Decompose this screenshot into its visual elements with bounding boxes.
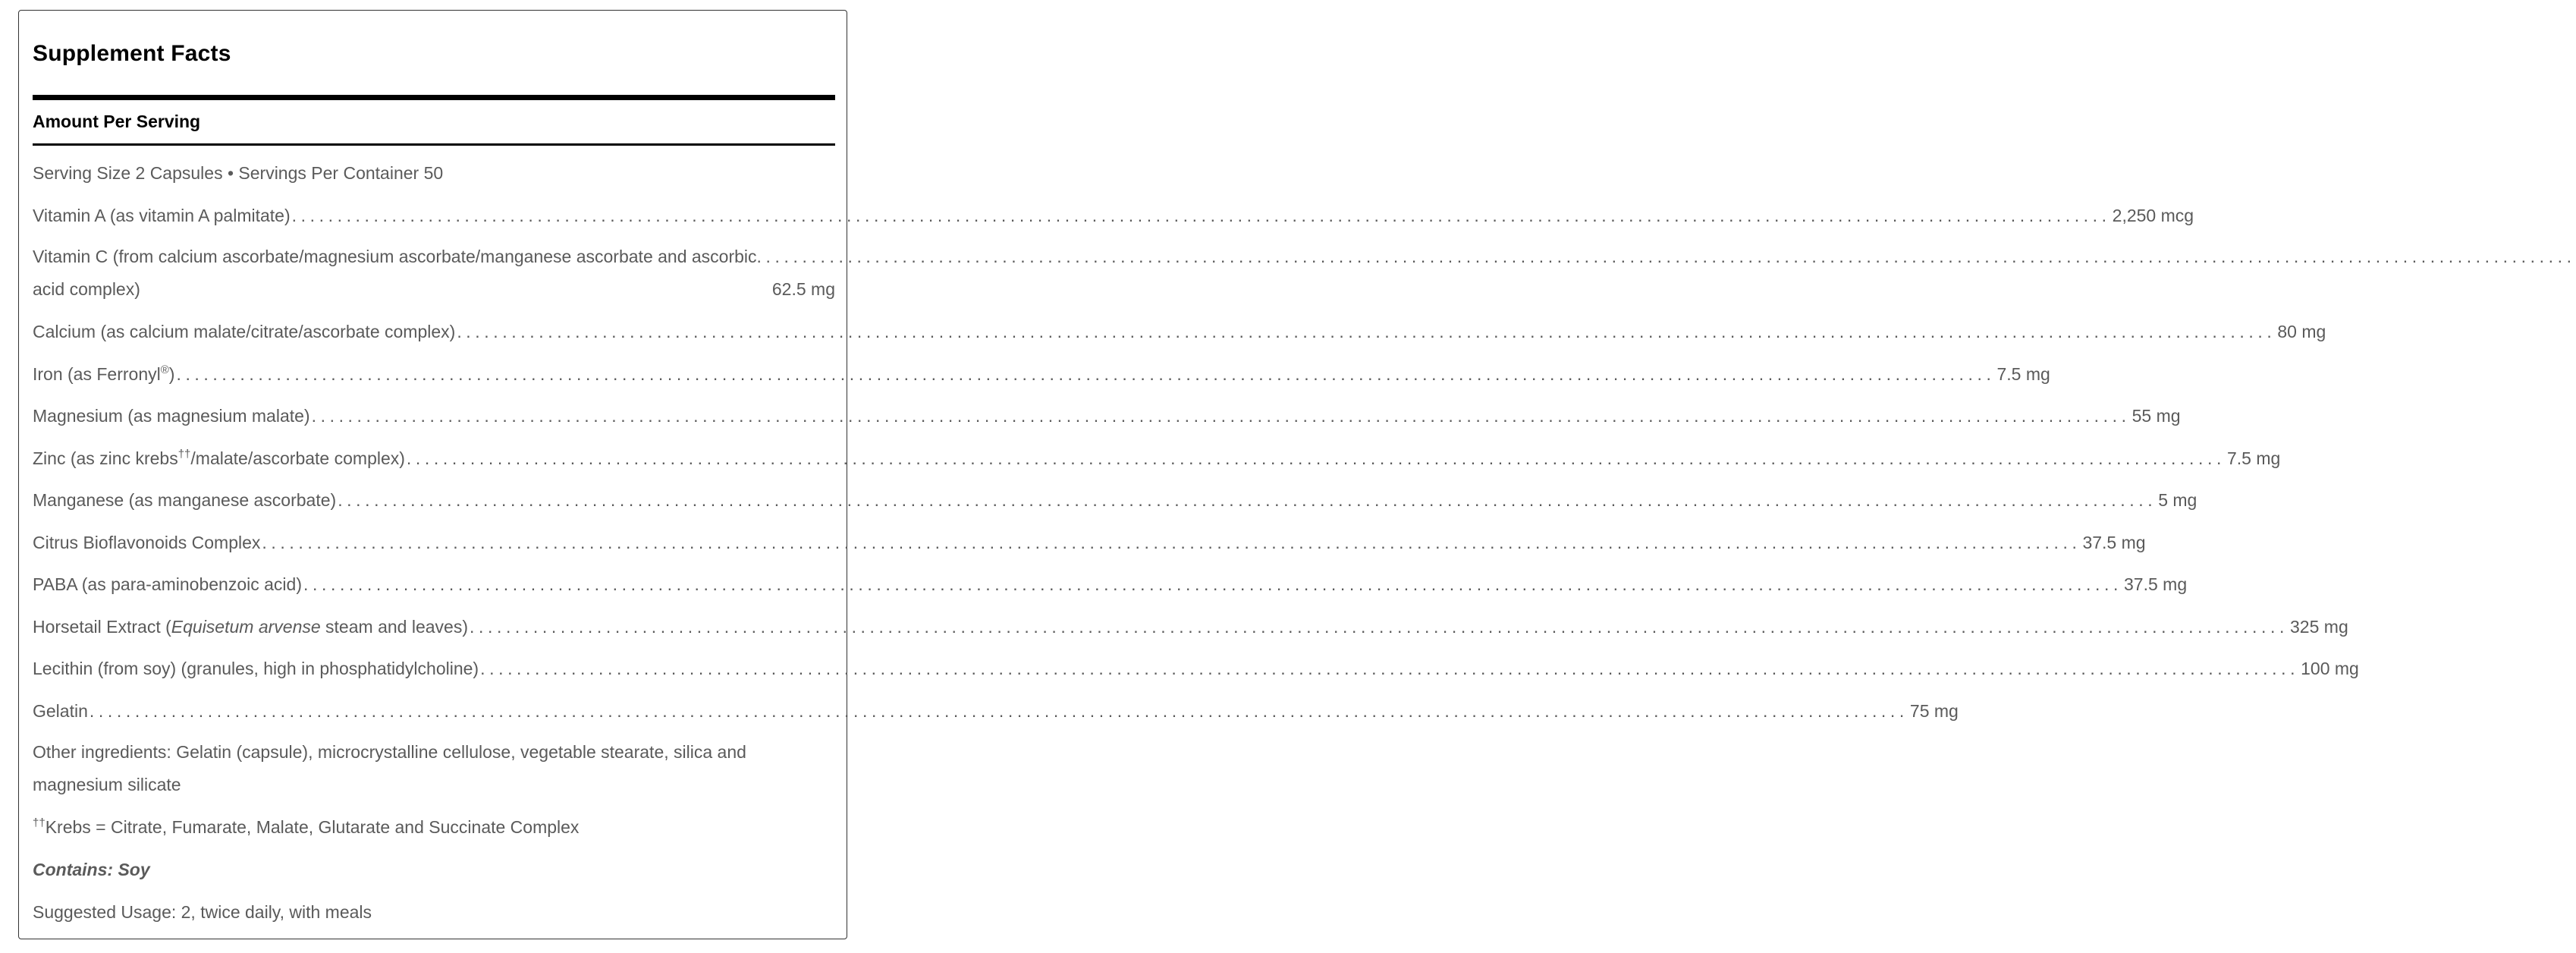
- nutrient-row: [33, 399, 2181, 442]
- nutrient-name: Zinc (as zinc krebs††/malate/ascorbate complex): [33, 447, 405, 468]
- nutrient-name: Lecithin (from soy) (granules, high in phosphatidylcholine): [33, 659, 479, 678]
- dot-leader: ........................................................................................................................................................................................................: [303, 574, 2123, 594]
- nutrient-amount: 325 mg: [2290, 616, 2348, 637]
- medium-divider: [33, 143, 835, 146]
- nutrient-name: Iron (as Ferronyl®): [33, 363, 175, 384]
- allergen-statement: Contains: Soy: [33, 860, 150, 879]
- nutrient-row: [33, 315, 2326, 357]
- nutrient-row: [33, 526, 2146, 568]
- nutrient-row: [33, 241, 2576, 315]
- nutrient-amount: 37.5 mg: [2082, 532, 2146, 552]
- registered-mark: ®: [160, 363, 169, 376]
- dot-leader: ........................................................................................................................................................................................................: [480, 659, 2300, 678]
- nutrient-row: [33, 483, 2197, 526]
- nutrient-amount: 62.5 mg: [771, 279, 835, 299]
- nutrient-name: Gelatin: [33, 700, 88, 721]
- nutrient-amount: 7.5 mg: [1996, 363, 2050, 384]
- nutrient-amount: 37.5 mg: [2124, 574, 2188, 594]
- dot-leader: ........................................................................................................................................................................................................: [262, 532, 2081, 552]
- nutrient-name: Citrus Bioflavonoids Complex: [33, 532, 261, 552]
- nutrient-name: Vitamin C (from calcium ascorbate/magnesium ascorbate/manganese ascorbate and ascorbic: [33, 247, 757, 266]
- nutrient-amount: 7.5 mg: [2226, 448, 2281, 468]
- dot-leader: ........................................................................................................................................................................................................: [291, 205, 2111, 225]
- nutrient-name-continued: acid complex): [33, 279, 140, 299]
- latin-name: Equisetum arvense: [171, 616, 321, 637]
- dot-leader: ........................................................................................................................................................................................................: [311, 406, 2131, 426]
- other-ingredients: Other ingredients: Gelatin (capsule), microcrystalline cellulose, vegetable stearate, silica and magnesium silicate: [33, 742, 746, 794]
- suggested-usage: Suggested Usage: 2, twice daily, with meals: [33, 902, 372, 922]
- nutrient-name: Magnesium (as magnesium malate): [33, 406, 310, 426]
- nutrient-row: [33, 199, 2194, 241]
- amount-per-serving-heading: Amount Per Serving: [33, 112, 201, 131]
- nutrient-row: [33, 694, 1959, 737]
- nutrient-name: PABA (as para-aminobenzoic acid): [33, 574, 302, 594]
- nutrient-row: [33, 652, 2359, 694]
- supplement-facts-panel: [18, 10, 2576, 939]
- krebs-footnote: ††Krebs = Citrate, Fumarate, Malate, Glutarate and Succinate Complex: [33, 816, 580, 837]
- dot-leader: ........................................................................................................................................................................................................: [469, 616, 2289, 637]
- nutrient-name: Manganese (as manganese ascorbate): [33, 490, 337, 510]
- double-dagger-mark: ††: [33, 816, 46, 829]
- nutrient-row: [33, 610, 2348, 653]
- nutrient-name: Horsetail Extract (Equisetum arvense steam and leaves): [33, 616, 468, 637]
- serving-info: Serving Size 2 Capsules • Servings Per Container 50: [33, 163, 444, 183]
- dot-leader: ........................................................................................................................................................................................................: [176, 363, 1996, 384]
- nutrient-amount: 80 mg: [2277, 322, 2326, 341]
- nutrient-amount: 100 mg: [2301, 659, 2359, 678]
- nutrient-row: [33, 357, 2050, 400]
- dot-leader: ........................................................................................................................................................................................................: [89, 700, 1908, 721]
- dot-leader: ........................................................................................................................................................................................................: [338, 490, 2157, 510]
- panel-title: Supplement Facts: [33, 41, 231, 66]
- nutrient-amount: 5 mg: [2158, 490, 2197, 510]
- facts-content: [33, 156, 2576, 938]
- dot-leader: ........................................................................................................................................................................................................: [406, 448, 2226, 468]
- nutrient-name: Calcium (as calcium malate/citrate/ascorbate complex): [33, 322, 456, 341]
- nutrient-row: [33, 442, 2281, 484]
- nutrient-row: [33, 568, 2188, 610]
- dot-leader: ........................................................................................................................................................................................................: [457, 322, 2276, 341]
- nutrient-amount: 2,250 mcg: [2112, 205, 2194, 225]
- dot-leader: ........................................................................................................................................................................................................: [756, 247, 2576, 266]
- nutrient-name: Vitamin A (as vitamin A palmitate): [33, 205, 291, 225]
- thick-divider: [33, 95, 835, 100]
- nutrient-amount: 55 mg: [2131, 406, 2181, 426]
- nutrient-amount: 75 mg: [1909, 700, 1959, 721]
- double-dagger-mark: ††: [177, 447, 191, 461]
